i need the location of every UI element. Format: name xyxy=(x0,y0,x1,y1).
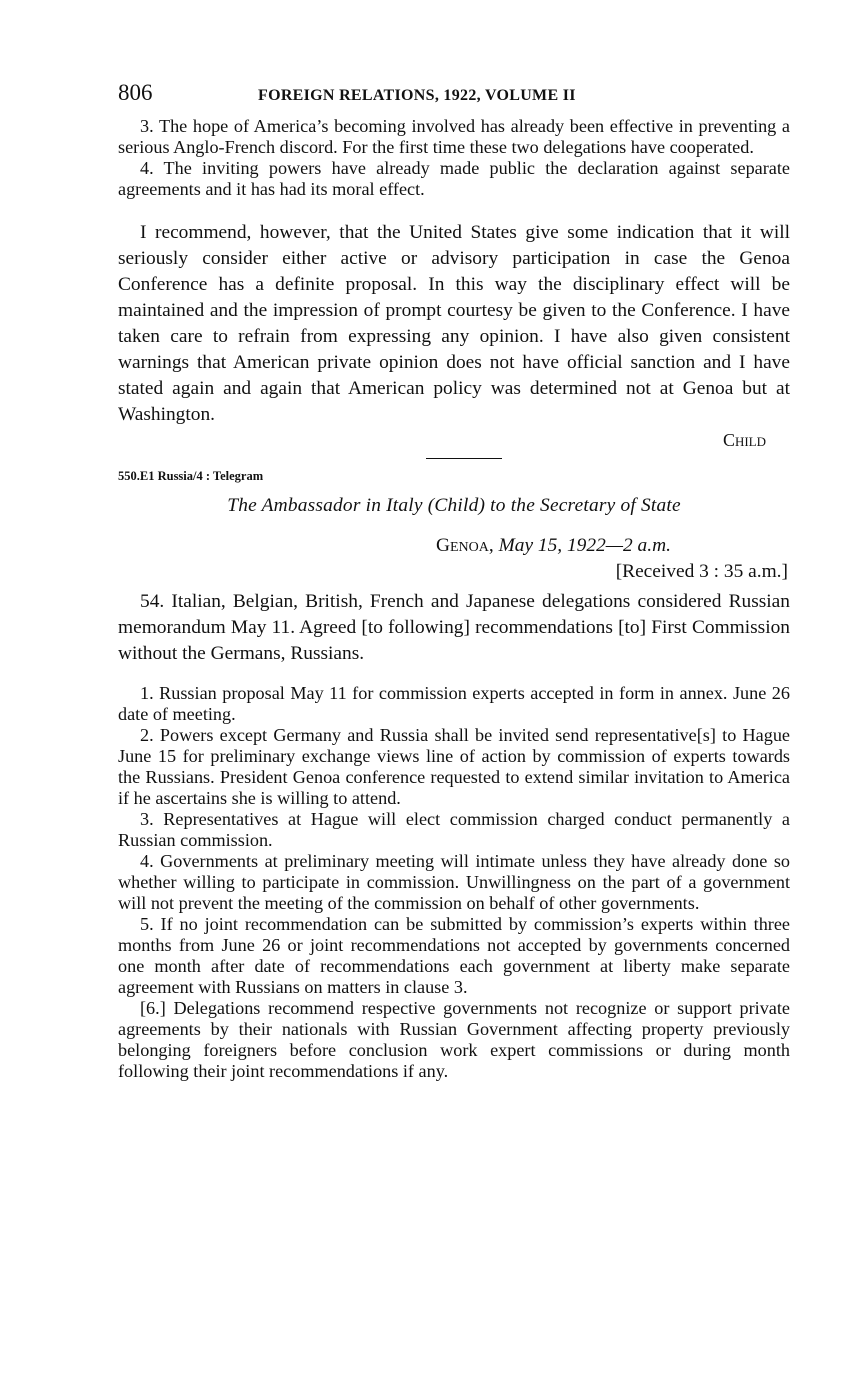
dateline-date: May 15, 1922—2 a.m. xyxy=(498,535,671,556)
dateline xyxy=(436,535,790,561)
list-item: 1. Russian proposal May 11 for commission experts accepted in form in annex. June 26 date of meeting. xyxy=(118,683,790,724)
telegram-intro: 54. Italian, Belgian, British, French and Japanese delegations considered Russian memorandum May 11. Agreed [to following] recommendations [to] First Commission without the Germans, Russians. xyxy=(118,591,790,664)
numbered-item: 3. The hope of America’s becoming involved has already been effective in preventing a serious Anglo-French discord. For the first time these two delegations have cooperated. xyxy=(118,116,790,157)
file-reference: 550.E1 Russia/4 : Telegram xyxy=(118,469,264,483)
received-note: [Received 3 : 35 a.m.] xyxy=(615,561,788,582)
document-title: The Ambassador in Italy (Child) to the Secretary of State xyxy=(227,495,681,516)
recommendation-list xyxy=(118,683,790,1082)
list-item: 4. Governments at preliminary meeting will intimate unless they have already done so whether willing to participate in commission. Unwillingness on the part of a government will not prevent the meeting of the commission on behalf of other governments. xyxy=(118,851,790,913)
page-number: 806 xyxy=(118,80,153,105)
document-page xyxy=(118,80,790,1082)
list-item: 2. Powers except Germany and Russia shall be invited send representative[s] to Hague June 15 for preliminary exchange views line of action by commission of experts towards the Russians. President Genoa conference requested to extend similar invitation to America if he ascertains she is willing to attend. xyxy=(118,725,790,808)
section-divider xyxy=(426,458,502,459)
signature: Child xyxy=(722,430,766,450)
dateline-place: Genoa, xyxy=(436,535,494,556)
numbered-item: 4. The inviting powers have already made public the declaration against separate agreements and it has had its moral effect. xyxy=(118,158,790,199)
list-item: 3. Representatives at Hague will elect commission charged conduct permanently a Russian commission. xyxy=(118,809,790,850)
list-item: [6.] Delegations recommend respective governments not recognize or support private agreements by their nationals with Russian Government affecting property previously belonging foreigners before conclusion work expert commissions or during month following their joint recommendations if any. xyxy=(118,998,790,1081)
running-title: FOREIGN RELATIONS, 1922, VOLUME II xyxy=(258,87,576,104)
continued-items xyxy=(118,116,790,200)
list-item: 5. If no joint recommendation can be submitted by commission’s experts within three months from June 26 or joint recommendations not accepted by governments concerned one month after date of recommendations each government at liberty make separate agreement with Russians on matters in clause 3. xyxy=(118,914,790,997)
recommendation-paragraph: I recommend, however, that the United States give some indication that it will seriously consider either active or advisory participation in case the Genoa Conference has a definite proposal. In this way the disciplinary effect will be maintained and the impression of prompt courtesy be given to the Conference. I have taken care to refrain from expressing any opinion. I have also given consistent warnings that American private opinion does not have official sanction and I have stated again and again that American policy was determined not at Genoa but at Washington. xyxy=(118,222,790,425)
running-head xyxy=(118,80,790,116)
